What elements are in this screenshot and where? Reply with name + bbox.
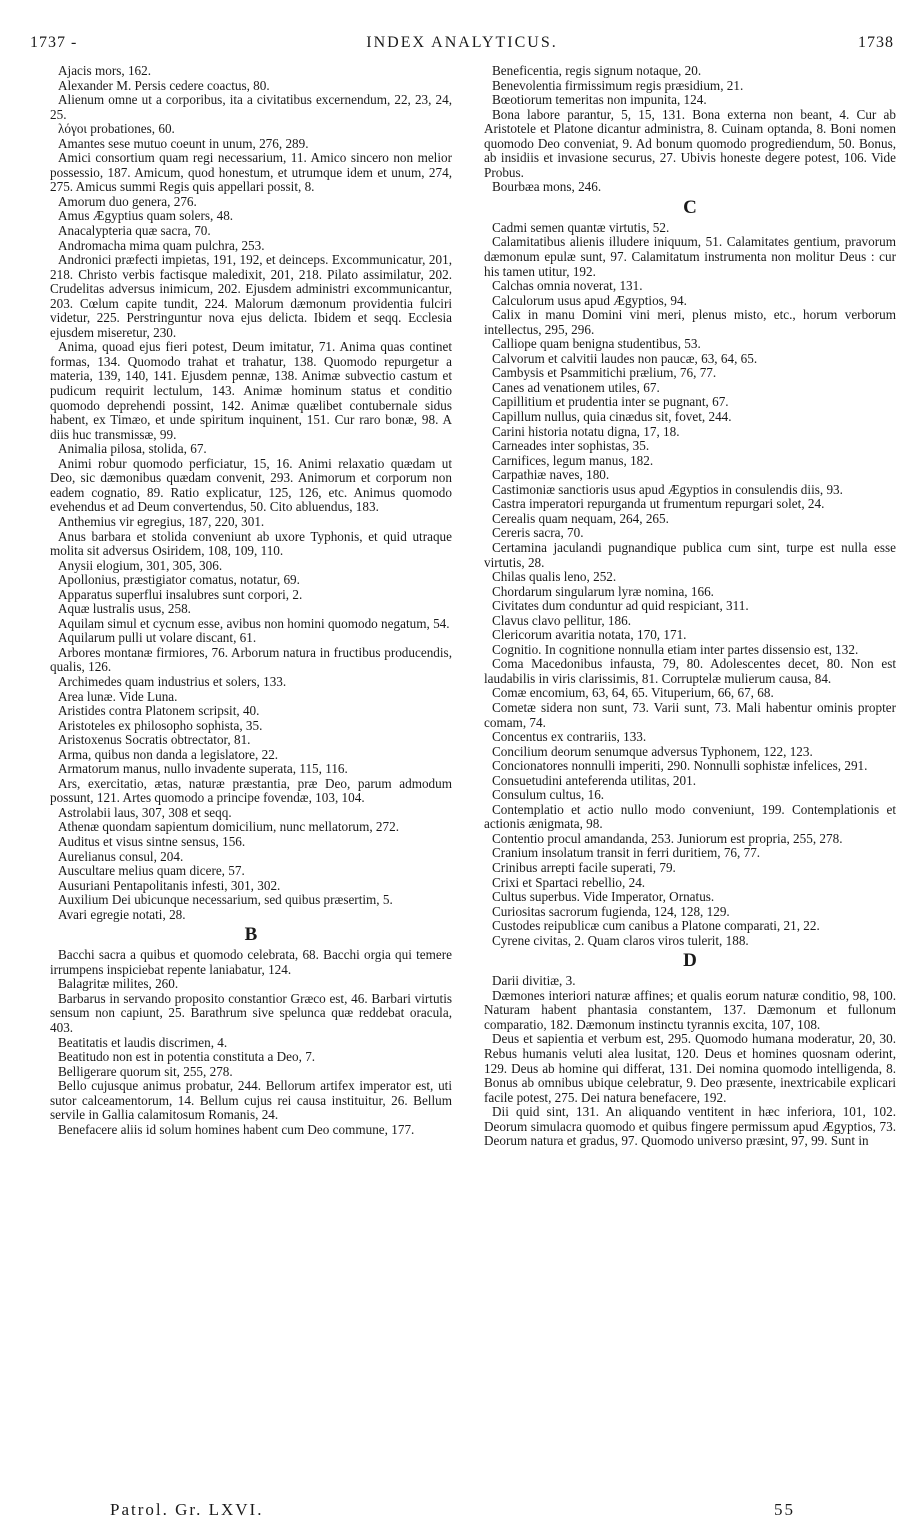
index-entry: Civitates dum conduntur ad quid respiciant, 311. — [492, 598, 749, 614]
index-entry: Ars, exercitatio, ætas, naturæ præstantia, præ Deo, parum admodum possunt, 121. Artes quomodo a principe fovendæ, 103, 104. — [50, 775, 452, 806]
index-entry: Bourbæa mons, 246. — [492, 179, 602, 195]
index-entry: Andromacha mima quam pulchra, 253. — [58, 237, 265, 253]
index-entry: Crinibus arrepti facile superati, 79. — [492, 859, 676, 875]
index-entry: Andronici præfecti impietas, 191, 192, et deinceps. Excommunicatur, 201, 218. Christo verbis factisque maledixit, 201, 218. Pilato assimilatur, 202. Crudelitas adversus inimicum, 202. Ejusdem administri excommunicantur, 203. Cœlum capite tundit, 224. Malorum dæmonum providentia fulciri videtur, 225. Perstringuntur nova ejus delicta. Ibidem et seqq. Ecclesia ejusdem miseretur, 230. — [50, 252, 452, 340]
index-entry: Anus barbara et stolida conveniunt ab uxore Typhonis, et quid utraque molita sit adversus Osiridem, 108, 109, 110. — [50, 528, 452, 559]
footer-source: Patrol. Gr. LXVI. — [110, 1500, 264, 1519]
index-entry: Avari egregie notati, 28. — [58, 906, 186, 922]
index-entry: Castra imperatori repurganda ut frumentum repurgari solet, 24. — [492, 496, 825, 512]
index-entry: Benefacere aliis id solum homines habent cum Deo commune, 177. — [58, 1121, 415, 1137]
index-entry: Anacalypteria quæ sacra, 70. — [58, 223, 211, 239]
index-entry: Carini historia notatu digna, 17, 18. — [492, 423, 680, 439]
index-entry: λόγοι probationes, 60. — [58, 121, 175, 137]
index-entry: Aquæ lustralis usus, 258. — [58, 601, 191, 617]
index-entry: Aquilam simul et cycnum esse, avibus non homini quomodo negatum, 54. — [58, 615, 450, 631]
footer-page-number: 55 — [774, 1500, 795, 1519]
index-entry: Athenæ quondam sapientum domicilium, nunc mellatorum, 272. — [58, 819, 399, 835]
index-entry: Cometæ sidera non sunt, 73. Varii sunt, 73. Mali habentur ominis propter comam, 74. — [484, 699, 896, 730]
index-entry: Arma, quibus non danda a legislatore, 22. — [58, 746, 279, 762]
index-entry: Aristides contra Platonem scripsit, 40. — [58, 703, 260, 719]
index-entry: Anysii elogium, 301, 305, 306. — [58, 557, 223, 573]
index-entry: Calliope quam benigna studentibus, 53. — [492, 336, 701, 352]
index-entry: Carpathiæ naves, 180. — [492, 467, 610, 483]
index-entry: Animi robur quomodo perficiatur, 15, 16. Animi relaxatio quædam ut Deo, sic dæmonibus quædam convenit, 293. Animorum et corporum non eadem cognatio, 89. Ratio explicatur, 125, 126, etc. Animus quomodo evehendus et ad Deum convertendus, 50. Cito abluendus, 183. — [50, 455, 452, 515]
index-entry: Aquilarum pulli ut volare discant, 61. — [58, 630, 257, 646]
right-column — [484, 64, 896, 1149]
index-entry: Beatitatis et laudis discrimen, 4. — [58, 1034, 228, 1050]
index-entry: Calamitatibus alienis illudere iniquum, 51. Calamitates gentium, pravorum dæmonum epulæ sunt, 97. Calamitatum instrumenta non molitur Deus : cur his tamen utitur, 192. — [484, 234, 896, 279]
section-letter: C — [683, 196, 697, 218]
section-letter: B — [244, 924, 258, 946]
index-entry: Canes ad venationem utiles, 67. — [492, 379, 660, 395]
index-entry: Aristoteles ex philosopho sophista, 35. — [58, 717, 263, 733]
index-entry: Custodes reipublicæ cum canibus a Platone comparati, 21, 22. — [492, 918, 820, 934]
index-entry: Concentus ex contrariis, 133. — [492, 729, 647, 745]
index-entry: Capillitium et prudentia inter se pugnant, 67. — [492, 394, 729, 410]
index-entry: Anima, quoad ejus fieri potest, Deum imitatur, 71. Anima quas continet formas, 134. Quomodo trahat et trahatur, 138. Quomodo repurgetur a materia, 139, 140, 141. Ejusdem pennæ, 138. Animæ subvectio castum et pudicum requirit lectulum, 143. Animæ hominum status et conditio quomodo deprehendi possint, 142. Animæ quælibet contubernale sidus habent, ex Timæo, et unde spiritum inquinent, 151. Cur raro bonæ, 98. A diis huc transmissæ, 99. — [50, 339, 452, 442]
index-entry: Benevolentia firmissimum regis præsidium, 21. — [492, 77, 744, 93]
index-entry: Carneades inter sophistas, 35. — [492, 438, 650, 454]
index-entry: Calix in manu Domini vini meri, plenus misto, etc., horum verborum intellectus, 295, 296. — [484, 307, 896, 337]
index-entry: Cultus superbus. Vide Imperator, Ornatus. — [492, 889, 715, 905]
index-entry: Bona labore parantur, 5, 15, 131. Bona externa non beant, 4. Cur ab Aristotele et Platone dicantur administra, 8. Cuinam optanda, 8. Boni nomen quomodo Deo conveniat, 9. Ad bonum quomodo progrediendum, 50. Bonus, ab insidiis et invasione securus, 27. Ubivis honeste degere potest, 106. Vide Probus. — [484, 106, 896, 180]
header-column-number-right: 1738 — [858, 34, 894, 51]
left-column — [50, 64, 452, 1137]
index-entry: Apparatus superflui insalubres sunt corpori, 2. — [58, 586, 303, 602]
index-entry: Cereris sacra, 70. — [492, 525, 584, 541]
index-entry: Alienum omne ut a corporibus, ita a civitatibus excernendum, 22, 23, 24, 25. — [50, 92, 452, 122]
index-entry: Cranium insolatum transit in ferri duritiem, 76, 77. — [492, 845, 761, 861]
index-entry: Clericorum avaritia notata, 170, 171. — [492, 627, 687, 643]
index-entry: Bœotiorum temeritas non impunita, 124. — [492, 92, 707, 108]
index-entry: Capillum nullus, quia cinædus sit, fovet, 244. — [492, 409, 732, 425]
index-entry: Deus et sapientia et verbum est, 295. Quomodo humana moderatur, 20, 30. Rebus humanis veluti alea lusitat, 120. Deus et homines quosnam oderint, 129. Deus ab homine qui differat, 131. Dei nomina quomodo intelligenda, 8. Bonus ab omnibus ubique celebratur, 9. Deo præsente, inextricabile explicari facile potest, 275. Dei natura benefacere, 192. — [484, 1031, 896, 1105]
index-entry: Chilas qualis leno, 252. — [492, 569, 617, 585]
index-entry: Animalia pilosa, stolida, 67. — [58, 441, 207, 457]
index-entry: Concilium deorum senumque adversus Typhonem, 122, 123. — [492, 743, 813, 759]
index-entry: Amantes sese mutuo coeunt in unum, 276, 289. — [58, 135, 309, 151]
index-entry: Calchas omnia noverat, 131. — [492, 278, 643, 294]
index-entry: Concionatores nonnulli imperiti, 290. Nonnulli sophistæ infelices, 291. — [492, 758, 868, 774]
index-entry: Calculorum usus apud Ægyptios, 94. — [492, 292, 687, 308]
index-entry: Comæ encomium, 63, 64, 65. Vituperium, 66, 67, 68. — [492, 685, 774, 701]
index-entry: Barbarus in servando proposito constantior Græco est, 46. Barbari virtutis sensum non capiunt, 25. Barathrum sive spelunca quæ reddebat oracula, 403. — [50, 990, 452, 1035]
index-entry: Cambysis et Psammitichi prælium, 76, 77. — [492, 365, 717, 381]
index-entry: Anthemius vir egregius, 187, 220, 301. — [58, 513, 265, 529]
index-entry: Certamina jaculandi pugnandique publica cum sint, turpe est nulla esse virtutis, 28. — [484, 539, 896, 570]
index-entry: Beneficentia, regis signum notaque, 20. — [492, 63, 702, 78]
index-entry: Bacchi sacra a quibus et quomodo celebrata, 68. Bacchi orgia qui temere irrumpens inspiciebat repente laniabatur, 124. — [50, 947, 452, 977]
index-entry: Belligerare quorum sit, 255, 278. — [58, 1063, 233, 1079]
index-entry: Aurelianus consul, 204. — [58, 848, 184, 864]
index-entry: Cognitio. In cognitione nonnulla etiam inter partes dissensio est, 132. — [492, 641, 859, 657]
index-entry: Cyrene civitas, 2. Quam claros viros tulerit, 188. — [492, 932, 749, 948]
index-entry: Armatorum manus, nullo invadente superata, 115, 116. — [58, 761, 348, 777]
index-entry: Bello cujusque animus probatur, 244. Bellorum artifex imperator est, uti sutor calceamentorum, 14. Bellum cujus rei causa instituitur, 26. Bellum servile in Gallia calamitosum Romanis, 24. — [50, 1078, 452, 1123]
index-entry: Ajacis mors, 162. — [58, 63, 152, 78]
index-entry: Dæmones interiori naturæ affines; et qualis eorum naturæ conditio, 98, 100. Naturam habent phantasia constantem, 137. Dæmonum et fullonum comparatio, 182. Dæmonum instinctu tyrannis excita, 107, 108. — [484, 987, 896, 1032]
index-entry: Amici consortium quam regi necessarium, 11. Amico sincero non melior possessio, 187. Amicum, quod honestum, et utrumque idem et unum, 274, 275. Amicus summi Regis quis appellari possit, 8. — [50, 150, 452, 195]
index-entry: Area lunæ. Vide Luna. — [58, 688, 178, 704]
index-entry: Apollonius, præstigiator comatus, notatur, 69. — [58, 572, 300, 588]
index-entry: Contemplatio et actio nullo modo conveniunt, 199. Contemplationis et actionis ænigmata, 98. — [484, 801, 896, 832]
index-entry: Archimedes quam industrius et solers, 133. — [58, 673, 287, 689]
index-entry: Amorum duo genera, 276. — [58, 193, 197, 209]
index-entry: Ausuriani Pentapolitanis infesti, 301, 302. — [58, 877, 281, 893]
index-entry: Aristoxenus Socratis obtrectator, 81. — [58, 732, 251, 748]
index-entry: Clavus clavo pellitur, 186. — [492, 612, 632, 628]
index-entry: Chordarum singularum lyræ nomina, 166. — [492, 583, 714, 599]
index-entry: Coma Macedonibus infausta, 79, 80. Adolescentes decet, 80. Non est laudabilis in viris clarissimis, 81. Corruptelæ mulierum causa, 84. — [484, 656, 896, 686]
page-header — [30, 34, 894, 58]
index-entry: Dii quid sint, 131. An aliquando ventitent in hæc inferiora, 101, 102. Deorum simulacra quomodo et quibus fingere permissum apud Ægyptios, 73. Deorum natura et gradus, 97. Quomodo universo præsint, 97, 99. Sunt in — [484, 1104, 896, 1149]
index-entry: Beatitudo non est in potentia constituta a Deo, 7. — [58, 1049, 316, 1065]
index-entry: Crixi et Spartaci rebellio, 24. — [492, 874, 646, 890]
index-entry: Amus Ægyptius quam solers, 48. — [58, 208, 234, 224]
header-title: INDEX ANALYTICUS. — [366, 34, 558, 51]
index-entry: Balagritæ milites, 260. — [58, 976, 179, 992]
index-entry: Darii divitiæ, 3. — [492, 973, 576, 989]
index-entry: Arbores montanæ firmiores, 76. Arborum natura in fructibus producendis, qualis, 126. — [50, 644, 452, 675]
index-entry: Astrolabii laus, 307, 308 et seqq. — [58, 804, 232, 820]
index-entry: Calvorum et calvitii laudes non paucæ, 63, 64, 65. — [492, 350, 758, 366]
index-entry: Contentio procul amandanda, 253. Juniorum est propria, 255, 278. — [492, 830, 843, 846]
index-entry: Cerealis quam nequam, 264, 265. — [492, 510, 669, 526]
index-entry: Auxilium Dei ubicunque necessarium, sed quibus præsertim, 5. — [58, 892, 393, 908]
index-entry: Consuetudini anteferenda utilitas, 201. — [492, 772, 696, 788]
index-entry: Auscultare melius quam dicere, 57. — [58, 863, 245, 879]
index-entry: Consulum cultus, 16. — [492, 787, 605, 803]
index-entry: Auditus et visus sintne sensus, 156. — [58, 833, 246, 849]
section-letter: D — [683, 950, 697, 972]
index-entry: Cadmi semen quantæ virtutis, 52. — [492, 219, 670, 235]
index-entry: Curiositas sacrorum fugienda, 124, 128, 129. — [492, 903, 730, 919]
index-entry: Alexander M. Persis cedere coactus, 80. — [58, 77, 270, 93]
index-entry: Castimoniæ sanctioris usus apud Ægyptios in consulendis diis, 93. — [492, 481, 843, 497]
header-column-number-left: 1737 - — [30, 34, 78, 51]
index-entry: Carnifices, legum manus, 182. — [492, 452, 654, 468]
